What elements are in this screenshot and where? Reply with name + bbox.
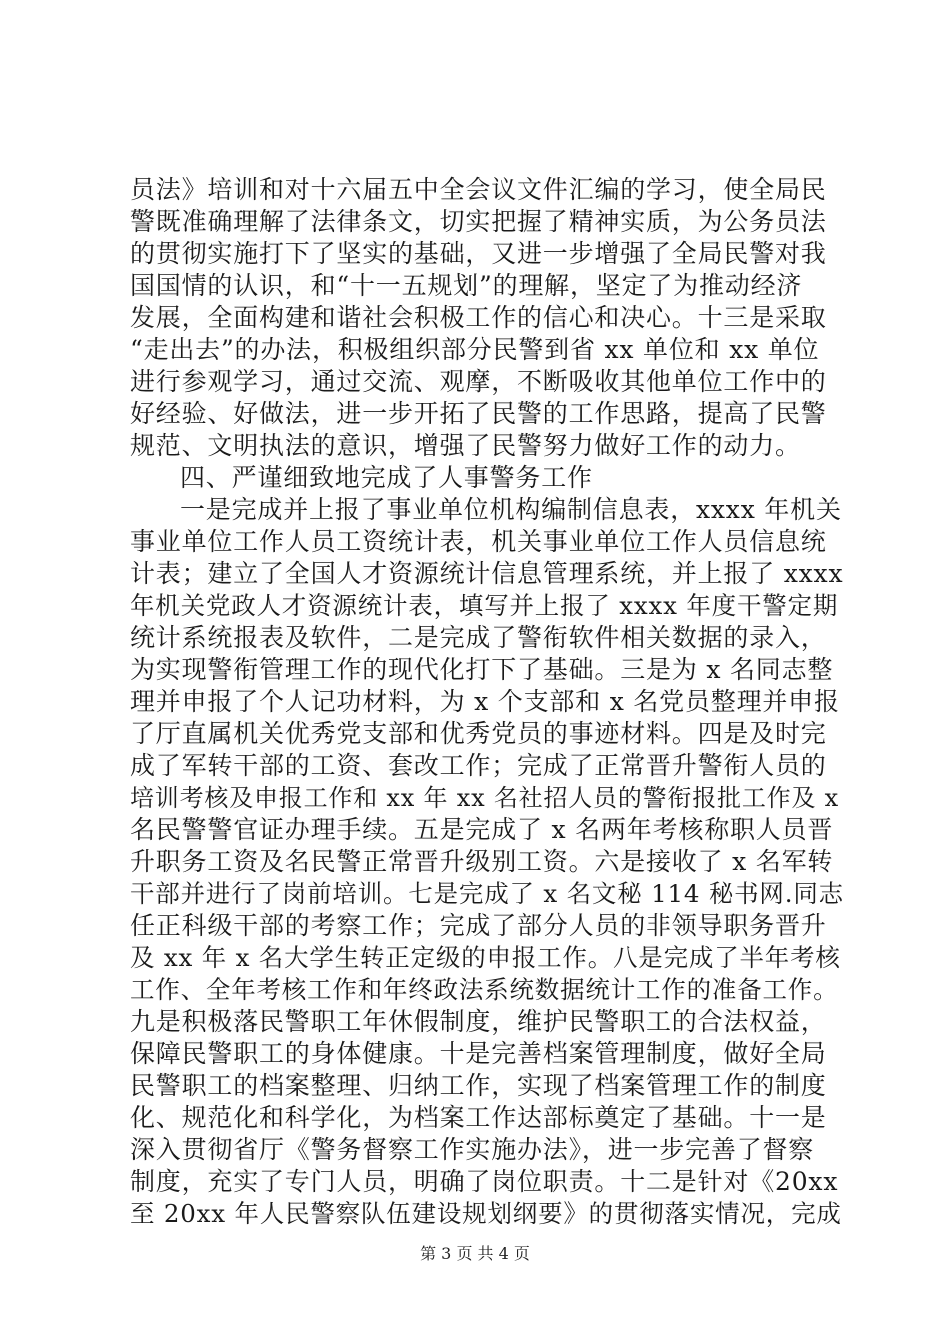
text-line: 九是积极落民警职工年休假制度，维护民警职工的合法权益， [130,1007,827,1036]
text-line: 国国情的认识，和“十一五规划”的理解，坚定了为推动经济 [130,271,803,300]
text-line: 深入贯彻省厅《警务督察工作实施办法》，进一步完善了督察 [130,1135,815,1164]
text-line: 至 20xx 年人民警察队伍建设规划纲要》的贯彻落实情况，完成 [130,1199,842,1228]
text-line: “走出去”的办法，积极组织部分民警到省 xx 单位和 xx 单位 [130,335,820,364]
text-line: 年机关党政人才资源统计表，填写并上报了 xxxx 年度干警定期 [130,591,839,620]
text-line: 民警职工的档案整理、归纳工作，实现了档案管理工作的制度 [130,1071,827,1100]
text-line: 干部并进行了岗前培训。七是完成了 x 名文秘 114 秘书网.同志 [130,879,844,908]
text-line: 为实现警衔管理工作的现代化打下了基础。三是为 x 名同志整 [130,655,834,684]
text-line: 进行参观学习，通过交流、观摩，不断吸收其他单位工作中的 [130,367,827,396]
text-line: 了厅直属机关优秀党支部和优秀党员的事迹材料。四是及时完 [130,719,827,748]
section-heading: 四、严谨细致地完成了人事警务工作 [180,463,593,492]
page-number-footer: 第 3 页 共 4 页 [420,1244,530,1263]
text-line: 员法》培训和对十六届五中全会议文件汇编的学习，使全局民 [130,175,827,204]
text-line: 好经验、好做法，进一步开拓了民警的工作思路，提高了民警 [130,399,827,428]
text-line: 警既准确理解了法律条文，切实把握了精神实质，为公务员法 [130,207,827,236]
text-line: 化、规范化和科学化，为档案工作达部标奠定了基础。十一是 [130,1103,827,1132]
text-line: 工作、全年考核工作和年终政法系统数据统计工作的准备工作。 [130,975,839,1004]
text-line: 培训考核及申报工作和 xx 年 xx 名社招人员的警衔报批工作及 x [130,784,840,812]
text-line: 的贯彻实施打下了坚实的基础，又进一步增强了全局民警对我 [130,239,827,268]
body-text [130,174,850,1230]
text-line: 及 xx 年 x 名大学生转正定级的申报工作。八是完成了半年考核 [130,943,841,972]
text-line: 一是完成并上报了事业单位机构编制信息表，xxxx 年机关 [180,495,842,524]
text-line: 升职务工资及名民警正常晋升级别工资。六是接收了 x 名军转 [130,847,834,876]
text-line: 成了军转干部的工资、套改工作；完成了正常晋升警衔人员的 [130,751,827,780]
text-line: 计表；建立了全国人才资源统计信息管理系统，并上报了 xxxx [130,559,844,588]
text-line: 统计系统报表及软件，二是完成了警衔软件相关数据的录入， [130,623,827,652]
text-line: 理并申报了个人记功材料，为 x 个支部和 x 名党员整理并申报 [130,687,840,716]
text-line: 规范、文明执法的意识，增强了民警努力做好工作的动力。 [130,431,801,460]
text-line: 发展，全面构建和谐社会积极工作的信心和决心。十三是采取 [130,303,827,332]
text-line: 任正科级干部的考察工作；完成了部分人员的非领导职务晋升 [130,911,827,940]
text-line: 保障民警职工的身体健康。十是完善档案管理制度，做好全局 [130,1039,827,1068]
text-line: 事业单位工作人员工资统计表，机关事业单位工作人员信息统 [130,527,827,556]
text-line: 名民警警官证办理手续。五是完成了 x 名两年考核称职人员晋 [130,815,834,844]
text-line: 制度，充实了专门人员，明确了岗位职责。十二是针对《20xx [130,1167,839,1196]
